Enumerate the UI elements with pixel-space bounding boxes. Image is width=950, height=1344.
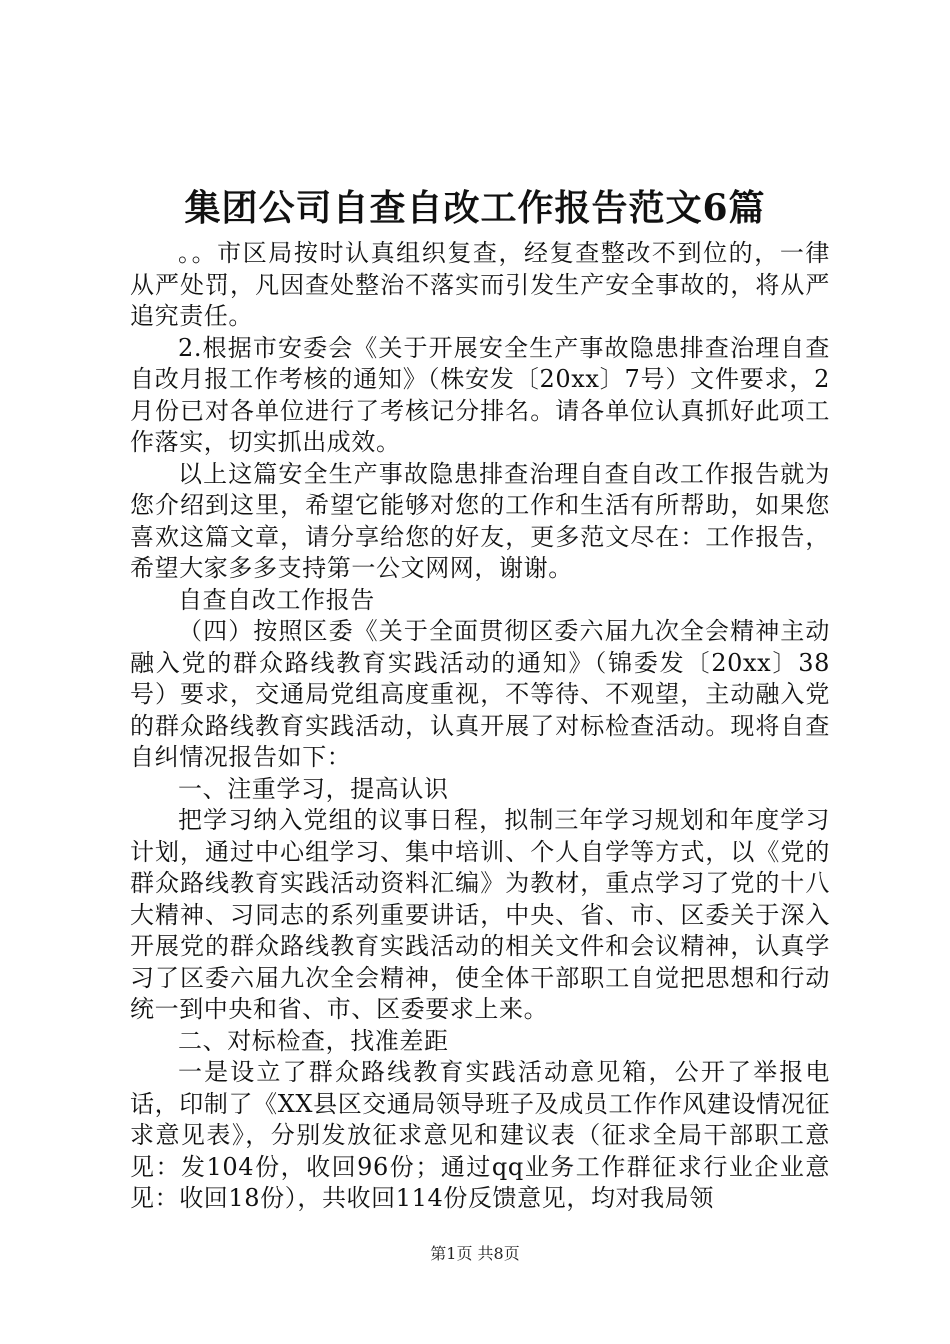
paragraph-study: 把学习纳入党组的议事日程，拟制三年学习规划和年度学习计划，通过中心组学习、集中培训、个人自学等方式，以《党的群众路线教育实践活动资料汇编》为教材，重点学习了党的十八大精神、习同志的系列重要讲话，中央、省、市、区委关于深入开展党的群众路线教育实践活动的相关文件和会议精神，认真学习了区委六届九次全会精神，使全体干部职工自觉把思想和行动统一到中央和省、市、区委要求上来。 xyxy=(130,806,830,1023)
paragraph-closing-remarks: 以上这篇安全生产事故隐患排查治理自查自改工作报告就为您介绍到这里，希望它能够对您的工作和生活有所帮助，如果您喜欢这篇文章，请分享给您的好友，更多范文尽在：工作报告，希望大家多多支持第一公文网网，谢谢。 xyxy=(130,459,830,582)
section-heading-study: 一、注重学习，提高认识 xyxy=(178,774,449,803)
paragraph-assessment-notice: 2.根据市安委会《关于开展安全生产事故隐患排查治理自查自改月报工作考核的通知》（株安发〔20xx〕7号）文件要求，2月份已对各单位进行了考核记分排名。请各单位认真抓好此项工作落实，切实抓出成效。 xyxy=(130,333,830,456)
document-body xyxy=(130,238,830,1215)
paragraph-intro: （四）按照区委《关于全面贯彻区委六届九次全会精神主动融入党的群众路线教育实践活动的通知》（锦委发〔20xx〕38号）要求，交通局党组高度重视，不等待、不观望，主动融入党的群众路线教育实践活动，认真开展了对标检查活动。现将自查自纠情况报告如下： xyxy=(130,617,830,771)
page-footer: 第1页 共8页 xyxy=(430,1244,520,1263)
section-title-self-inspection: 自查自改工作报告 xyxy=(178,585,375,614)
document-title: 集团公司自查自改工作报告范文6篇 xyxy=(184,187,766,229)
section-heading-benchmark: 二、对标检查，找准差距 xyxy=(178,1026,449,1055)
paragraph-rectification: 。。市区局按时认真组织复查，经复查整改不到位的，一律从严处罚，凡因查处整治不落实而引发生产安全事故的，将从严追究责任。 xyxy=(130,239,830,330)
paragraph-feedback: 一是设立了群众路线教育实践活动意见箱，公开了举报电话，印制了《XX县区交通局领导班子及成员工作作风建设情况征求意见表》，分别发放征求意见和建议表（征求全局干部职工意见：发104份，收回96份；通过qq业务工作群征求行业企业意见：收回18份），共收回114份反馈意见，均对我局领 xyxy=(130,1058,830,1212)
